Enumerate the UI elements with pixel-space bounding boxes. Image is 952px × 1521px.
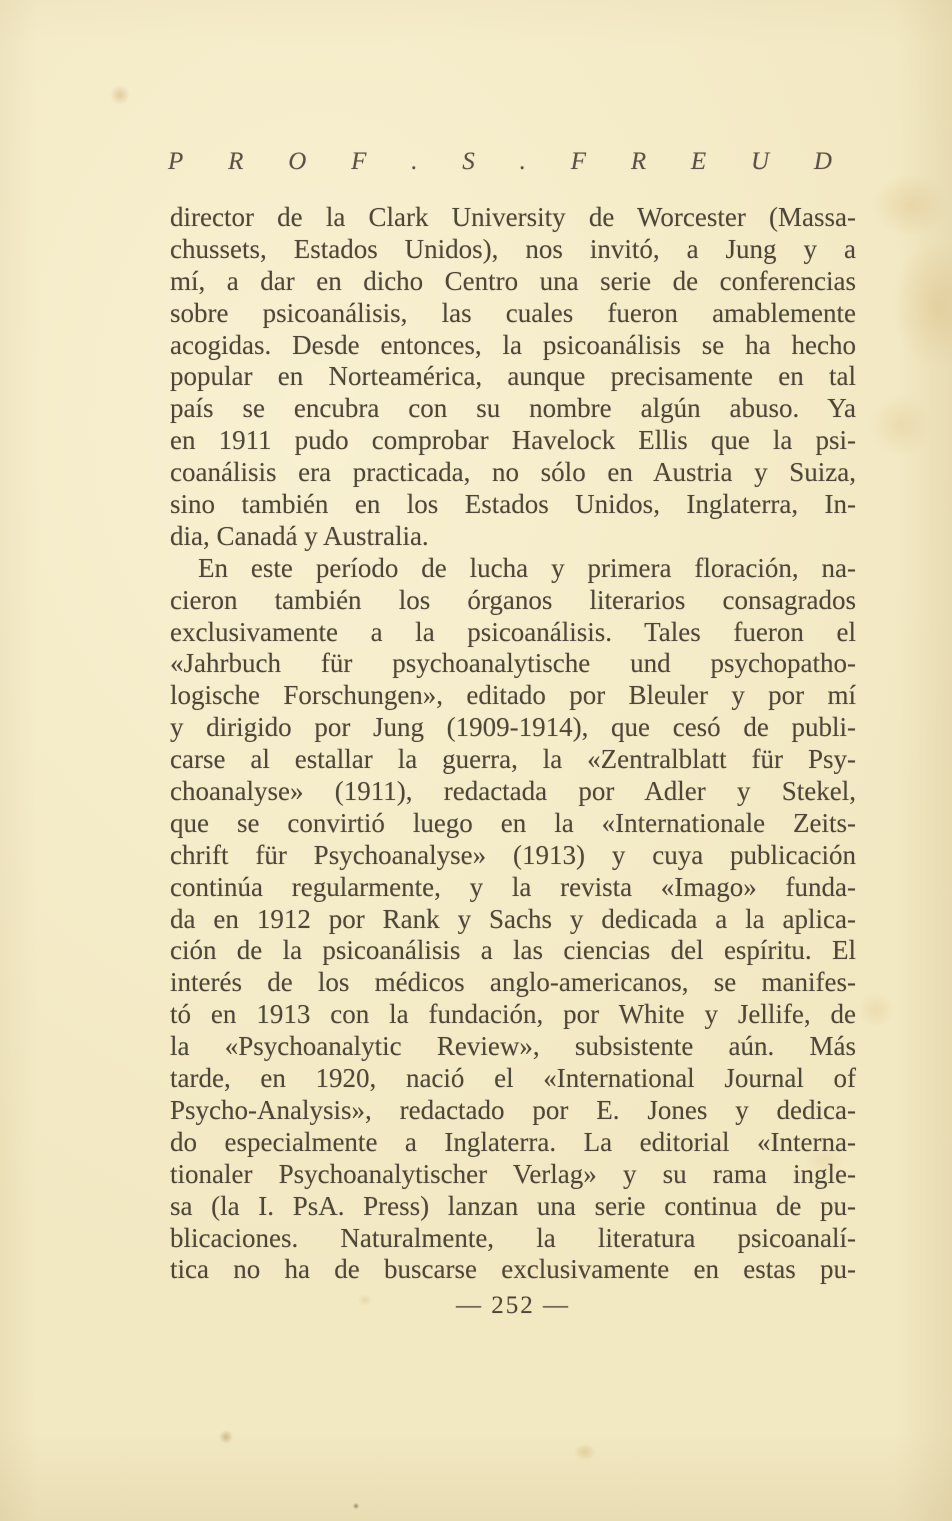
text-line: tica no ha de buscarse exclusivamente en estas pu- xyxy=(170,1254,856,1285)
header-letter: . xyxy=(519,148,526,175)
text-line: cieron también los órganos literarios consagrados xyxy=(170,584,856,615)
text-line: En este período de lucha y primera floración, na- xyxy=(198,552,856,583)
header-letter: F xyxy=(570,148,586,175)
header-letter: F xyxy=(351,148,367,175)
text-line: y dirigido por Jung (1909-1914), que cesó de publi- xyxy=(170,712,856,743)
header-letter: E xyxy=(690,148,707,175)
text-line: ción de la psicoanálisis a las ciencias del espíritu. El xyxy=(170,935,856,966)
page-number: — 252 — xyxy=(456,1292,570,1319)
text-line: blicaciones. Naturalmente, la literatura psicoanalí- xyxy=(170,1222,856,1253)
text-line: sa (la I. PsA. Press) lanzan una serie continua de pu- xyxy=(170,1190,856,1221)
text-line: exclusivamente a la psicoanálisis. Tales fueron el xyxy=(170,616,856,647)
body-text xyxy=(170,202,856,1286)
text-line: en 1911 pudo comprobar Havelock Ellis que la psi- xyxy=(170,425,856,456)
text-line: logische Forschungen», editado por Bleuler y por mí xyxy=(170,680,856,711)
text-line: director de la Clark University de Worcester (Massa- xyxy=(170,202,856,232)
header-letter: D xyxy=(813,148,832,175)
text-line: sobre psicoanálisis, las cuales fueron amablemente xyxy=(170,297,856,328)
header-letter: R xyxy=(630,148,647,175)
header-letter: . xyxy=(411,148,418,175)
text-line: chrift für Psychoanalyse» (1913) y cuya publicación xyxy=(170,839,856,870)
header-letter: O xyxy=(288,148,307,175)
text-line: «Jahrbuch für psychoanalytische und psychopatho- xyxy=(170,648,856,679)
text-line: dia, Canadá y Australia. xyxy=(170,520,429,551)
text-line: do especialmente a Inglaterra. La editorial «Interna- xyxy=(170,1126,856,1157)
text-line: tó en 1913 con la fundación, por White y Jellife, de xyxy=(170,999,856,1030)
text-line: choanalyse» (1911), redactada por Adler y Stekel, xyxy=(170,776,856,807)
text-line: popular en Norteamérica, aunque precisamente en tal xyxy=(170,361,856,392)
header-letter: S xyxy=(462,148,475,175)
text-line: Psycho-Analysis», redactado por E. Jones y dedica- xyxy=(170,1094,856,1125)
text-line: sino también en los Estados Unidos, Inglaterra, In- xyxy=(170,489,856,520)
header-letter: R xyxy=(228,148,244,175)
text-line: mí, a dar en dicho Centro una serie de conferencias xyxy=(170,265,856,296)
text-line: tarde, en 1920, nació el «International Journal of xyxy=(170,1063,856,1094)
text-line: da en 1912 por Rank y Sachs y dedicada a la aplica- xyxy=(170,903,856,934)
header-letter: P xyxy=(168,148,184,175)
header-letter: U xyxy=(751,148,770,175)
text-line: tionaler Psychoanalytischer Verlag» y su rama ingle- xyxy=(170,1158,856,1189)
text-line: carse al estallar la guerra, la «Zentralblatt für Psy- xyxy=(170,744,856,775)
running-header xyxy=(168,148,832,176)
text-line: la «Psychoanalytic Review», subsistente aún. Más xyxy=(170,1031,856,1062)
text-line: que se convirtió luego en la «Internationale Zeits- xyxy=(170,807,856,838)
text-line: continúa regularmente, y la revista «Imago» funda- xyxy=(170,871,856,902)
text-line: interés de los médicos anglo-americanos, se manifes- xyxy=(170,967,856,998)
text-line: coanálisis era practicada, no sólo en Austria y Suiza, xyxy=(170,457,856,488)
text-line: país se encubra con su nombre algún abuso. Ya xyxy=(170,393,856,424)
text-line: chussets, Estados Unidos), nos invitó, a Jung y a xyxy=(170,233,856,264)
text-line: acogidas. Desde entonces, la psicoanálisis se ha hecho xyxy=(170,329,856,360)
